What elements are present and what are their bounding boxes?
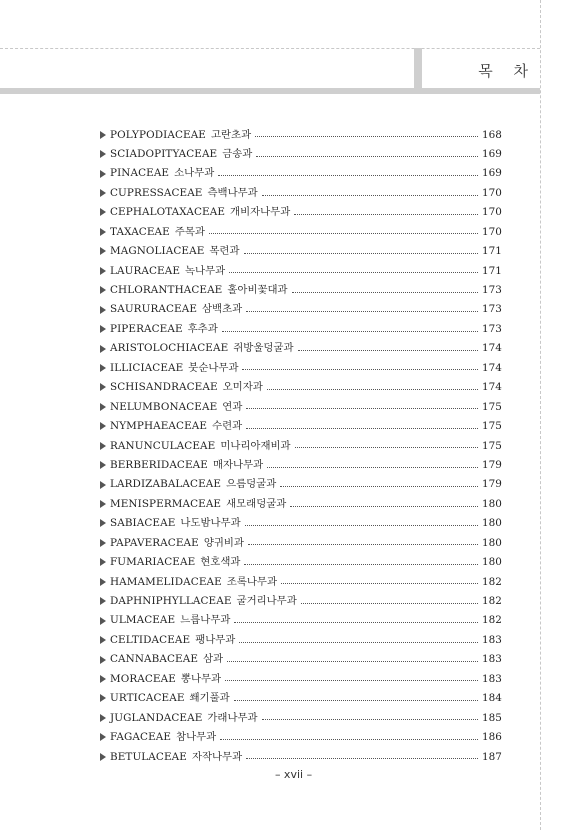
toc-entry[interactable] [100,650,500,669]
toc-entry[interactable] [100,553,500,572]
toc-family-korean: 녹나무과 [185,264,226,277]
triangle-bullet-icon [100,170,106,178]
dot-leader [267,467,478,468]
toc-entry[interactable] [100,689,500,708]
toc-family-korean: 으름덩굴과 [226,478,277,491]
toc-entry[interactable] [100,261,500,280]
toc-family-korean: 미나리아재비과 [220,439,291,452]
dot-leader [267,389,478,390]
page-title: 목 차 [478,62,536,80]
triangle-bullet-icon [100,364,106,372]
dot-leader [292,292,478,293]
toc-page-number: 174 [482,381,502,394]
triangle-bullet-icon [100,675,106,683]
toc-page-number: 179 [482,478,502,491]
toc-entry[interactable] [100,358,500,377]
toc-entry[interactable] [100,455,500,474]
header-tab [414,48,422,88]
toc-family-korean: 굴거리나무과 [236,595,297,608]
toc-family-korean: 측백나무과 [207,186,258,199]
dot-leader [246,758,478,759]
toc-family-korean: 느릅나무과 [180,614,231,627]
triangle-bullet-icon [100,267,106,275]
dot-leader [229,272,478,273]
toc-entry[interactable] [100,669,500,688]
triangle-bullet-icon [100,578,106,586]
triangle-bullet-icon [100,617,106,625]
toc-family-latin: PINACEAE [110,167,170,180]
page-trim-top [0,48,540,49]
dot-leader [298,350,479,351]
toc-family-korean: 연과 [222,400,243,413]
toc-family-latin: MORACEAE [110,672,176,685]
toc-entry[interactable] [100,125,500,144]
toc-entry[interactable] [100,300,500,319]
toc-entry[interactable] [100,417,500,436]
toc-entry[interactable] [100,728,500,747]
toc-entry[interactable] [100,242,500,261]
toc-page-number: 171 [482,264,502,277]
toc-page-number: 183 [482,672,502,685]
toc-family-korean: 쥐방울덩굴과 [233,342,294,355]
toc-entry[interactable] [100,533,500,552]
toc-entry[interactable] [100,494,500,513]
dot-leader [234,622,478,623]
triangle-bullet-icon [100,383,106,391]
triangle-bullet-icon [100,286,106,294]
toc-family-latin: BETULACEAE [110,750,187,763]
toc-page-number: 179 [482,458,502,471]
triangle-bullet-icon [100,694,106,702]
toc-family-latin: CHLORANTHACEAE [110,284,223,297]
toc-family-korean: 참나무과 [176,731,217,744]
dot-leader [262,719,478,720]
toc-family-korean: 홀아비꽃대과 [227,284,288,297]
toc-family-latin: BERBERIDACEAE [110,458,208,471]
toc-family-korean: 소나무과 [174,167,215,180]
toc-family-latin: SAURURACEAE [110,303,198,316]
toc-page-number: 170 [482,206,502,219]
toc-page-number: 180 [482,536,502,549]
toc-family-korean: 쐐기풀과 [189,692,230,705]
triangle-bullet-icon [100,733,106,741]
toc-page-number: 173 [482,322,502,335]
toc-page-number: 186 [482,731,502,744]
toc-entry[interactable] [100,592,500,611]
toc-family-latin: ARISTOLOCHIACEAE [110,342,229,355]
toc-entry[interactable] [100,572,500,591]
dot-leader [262,195,478,196]
triangle-bullet-icon [100,500,106,508]
toc-family-korean: 목련과 [209,245,240,258]
toc-family-latin: URTICACEAE [110,692,185,705]
toc-family-latin: LARDIZABALACEAE [110,478,222,491]
toc-page-number: 180 [482,497,502,510]
toc-entry[interactable] [100,747,500,766]
toc-family-latin: FAGACEAE [110,731,172,744]
toc-entry[interactable] [100,436,500,455]
toc-page-number: 173 [482,303,502,316]
toc-page-number: 182 [482,614,502,627]
dot-leader [290,506,478,507]
toc-family-latin: SCIADOPITYACEAE [110,147,218,160]
triangle-bullet-icon [100,208,106,216]
toc-family-korean: 삼과 [203,653,224,666]
toc-entry[interactable] [100,475,500,494]
toc-family-latin: MENISPERMACEAE [110,497,222,510]
toc-page-number: 175 [482,439,502,452]
toc-family-korean: 나도밤나무과 [180,517,241,530]
dot-leader [256,156,478,157]
toc-family-korean: 양귀비과 [203,536,244,549]
dot-leader [246,311,478,312]
toc-family-korean: 수련과 [212,420,243,433]
toc-entry[interactable] [100,144,500,163]
triangle-bullet-icon [100,636,106,644]
triangle-bullet-icon [100,442,106,450]
toc-page-number: 182 [482,575,502,588]
triangle-bullet-icon [100,306,106,314]
toc-entry[interactable] [100,708,500,727]
dot-leader [220,739,478,740]
toc-family-korean: 오미자과 [222,381,263,394]
toc-page-number: 169 [482,147,502,160]
toc-page-number: 180 [482,517,502,530]
toc-page-number: 175 [482,420,502,433]
toc-family-latin: SCHISANDRACEAE [110,381,218,394]
triangle-bullet-icon [100,189,106,197]
toc-family-latin: CUPRESSACEAE [110,186,203,199]
toc-entry[interactable] [100,397,500,416]
toc-page-number: 174 [482,361,502,374]
dot-leader [255,136,478,137]
dot-leader [244,253,478,254]
toc-family-korean: 팽나무과 [195,633,236,646]
toc-entry[interactable] [100,630,500,649]
dot-leader [301,603,478,604]
triangle-bullet-icon [100,461,106,469]
triangle-bullet-icon [100,753,106,761]
toc-page-number: 170 [482,225,502,238]
dot-leader [234,700,478,701]
toc-entry[interactable] [100,339,500,358]
triangle-bullet-icon [100,228,106,236]
toc-family-korean: 붓순나무과 [188,361,239,374]
toc-entry[interactable] [100,378,500,397]
triangle-bullet-icon [100,150,106,158]
toc-family-latin: NELUMBONACEAE [110,400,218,413]
toc-entry[interactable] [100,203,500,222]
toc-family-korean: 후추과 [187,322,218,335]
toc-family-korean: 가래나무과 [207,711,258,724]
toc-page-number: 187 [482,750,502,763]
toc-family-latin: TAXACEAE [110,225,170,238]
triangle-bullet-icon [100,247,106,255]
toc-family-korean: 매자나무과 [212,458,264,471]
toc-family-latin: PAPAVERACEAE [110,536,199,549]
toc-family-korean: 새모래덩굴과 [226,497,287,510]
toc-entry[interactable] [100,611,500,630]
toc-family-latin: HAMAMELIDACEAE [110,575,222,588]
dot-leader [209,233,478,234]
dot-leader [222,331,478,332]
toc-family-korean: 현호색과 [200,556,241,569]
toc-page-number: 174 [482,342,502,355]
dot-leader [242,369,478,370]
toc-page-number: 171 [482,245,502,258]
toc-family-latin: CANNABACEAE [110,653,199,666]
toc-family-latin: ULMACEAE [110,614,176,627]
toc-entry[interactable] [100,514,500,533]
dot-leader [295,447,478,448]
toc-page-number: 184 [482,692,502,705]
toc-page-number: 182 [482,595,502,608]
toc-entry[interactable] [100,183,500,202]
toc-family-latin: POLYPODIACEAE [110,128,206,141]
toc-family-latin: SABIACEAE [110,517,176,530]
dot-leader [246,408,478,409]
table-of-contents [100,125,500,766]
toc-family-korean: 금송과 [222,147,253,160]
toc-page-number: 168 [482,128,502,141]
triangle-bullet-icon [100,597,106,605]
page-number: – xvii – [274,768,313,781]
toc-page-number: 170 [482,186,502,199]
dot-leader [218,175,478,176]
triangle-bullet-icon [100,558,106,566]
toc-family-korean: 자작나무과 [191,750,243,763]
toc-entry[interactable] [100,164,500,183]
toc-page-number: 175 [482,400,502,413]
toc-family-latin: JUGLANDACEAE [110,711,203,724]
toc-family-korean: 주목과 [174,225,205,238]
triangle-bullet-icon [100,325,106,333]
dot-leader [294,214,478,215]
dot-leader [280,486,478,487]
toc-family-korean: 뽕나무과 [180,672,222,685]
toc-entry[interactable] [100,319,500,338]
toc-family-latin: PIPERACEAE [110,322,183,335]
toc-family-latin: FUMARIACEAE [110,556,196,569]
toc-family-latin: NYMPHAEACEAE [110,420,208,433]
toc-page-number: 183 [482,653,502,666]
toc-family-korean: 개비자나무과 [230,206,291,219]
triangle-bullet-icon [100,422,106,430]
toc-page-number: 185 [482,711,502,724]
toc-entry[interactable] [100,222,500,241]
triangle-bullet-icon [100,131,106,139]
triangle-bullet-icon [100,519,106,527]
toc-page-number: 180 [482,556,502,569]
header-band [0,88,540,94]
toc-page-number: 169 [482,167,502,180]
dot-leader [248,544,478,545]
toc-family-latin: MAGNOLIACEAE [110,245,205,258]
dot-leader [239,642,478,643]
dot-leader [225,680,478,681]
toc-family-latin: LAURACEAE [110,264,181,277]
triangle-bullet-icon [100,714,106,722]
triangle-bullet-icon [100,539,106,547]
toc-entry[interactable] [100,281,500,300]
dot-leader [245,525,478,526]
toc-family-korean: 고란초과 [210,128,252,141]
toc-family-latin: DAPHNIPHYLLACEAE [110,595,232,608]
triangle-bullet-icon [100,345,106,353]
dot-leader [227,661,478,662]
triangle-bullet-icon [100,403,106,411]
dot-leader [244,564,478,565]
page-trim-right [540,0,541,830]
dot-leader [281,583,478,584]
toc-family-korean: 삼백초과 [202,303,243,316]
toc-family-korean: 조록나무과 [226,575,277,588]
toc-family-latin: ILLICIACEAE [110,361,184,374]
toc-family-latin: RANUNCULACEAE [110,439,216,452]
toc-page-number: 183 [482,633,502,646]
dot-leader [246,428,478,429]
toc-family-latin: CEPHALOTAXACEAE [110,206,226,219]
toc-page-number: 173 [482,284,502,297]
triangle-bullet-icon [100,656,106,664]
triangle-bullet-icon [100,481,106,489]
toc-family-latin: CELTIDACEAE [110,633,191,646]
